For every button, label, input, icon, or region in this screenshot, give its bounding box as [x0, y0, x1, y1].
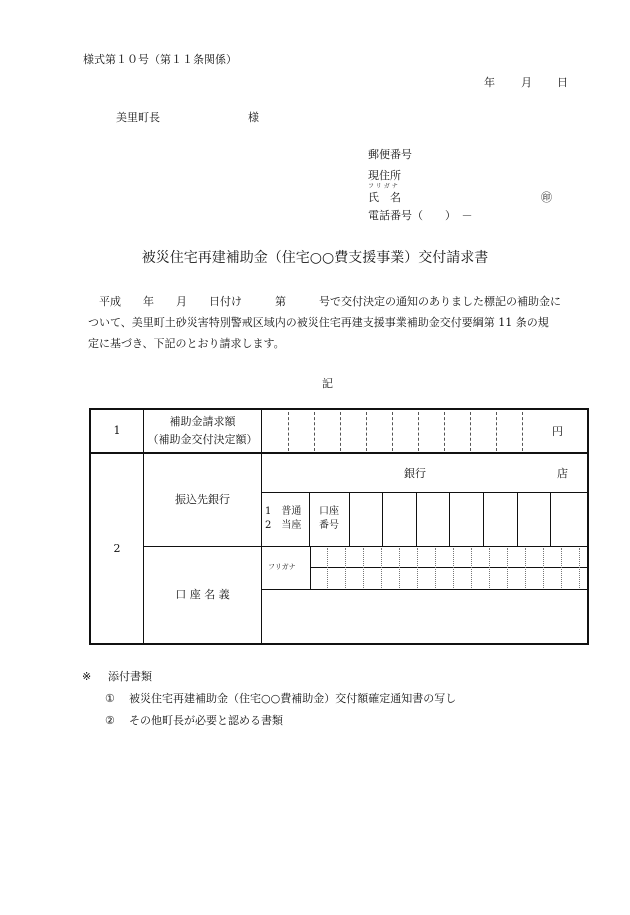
- row1-label: [144, 410, 261, 452]
- account-type-normal: 1 普通: [265, 506, 302, 517]
- addressee-name: 美里町長: [116, 111, 160, 124]
- attachments-heading: 添付書類: [108, 670, 152, 683]
- name-label: 氏 名: [368, 191, 401, 204]
- account-holder-furigana-label: フリガナ: [268, 563, 296, 571]
- body-line-3: 定に基づき、下記のとおり請求します。: [88, 337, 285, 350]
- address-label: 現住所: [368, 169, 401, 182]
- attachment-1-num: ①: [105, 692, 115, 705]
- date-day-label: 日: [557, 76, 568, 89]
- ki-label: 記: [322, 377, 333, 390]
- account-number-label-1: 口座: [319, 506, 339, 517]
- branch-suffix: 店: [557, 467, 568, 480]
- row1-label-line2: （補助金交付決定額）: [147, 433, 258, 446]
- document-title: 被災住宅再建補助金（住宅○○費支援事業）交付請求書: [141, 250, 489, 266]
- applicant-furigana-label: フリガナ: [368, 183, 400, 190]
- seal-mark: ㊞: [541, 191, 552, 204]
- row2-number: 2: [113, 541, 121, 555]
- row1-unit: 円: [552, 425, 563, 438]
- account-holder-label: 口 座 名 義: [175, 588, 230, 601]
- row1-label-line1: 補助金請求額: [169, 415, 236, 428]
- bank-label: 振込先銀行: [175, 493, 230, 506]
- row1-number: 1: [113, 424, 121, 437]
- account-type-current: 2 当座: [265, 520, 302, 531]
- bank-suffix: 銀行: [404, 467, 426, 480]
- attachments-mark: ※: [82, 670, 92, 683]
- date-month-label: 月: [521, 76, 532, 89]
- postal-code-label: 郵便番号: [368, 148, 412, 161]
- attachment-2-text: その他町長が必要と認める書類: [129, 714, 283, 727]
- attachment-2-num: ②: [105, 714, 115, 727]
- form-number: 様式第１０号（第１１条関係）: [83, 53, 237, 66]
- phone-label: 電話番号（ ） －: [368, 209, 473, 222]
- account-number-label-2: 番号: [319, 520, 339, 531]
- addressee-honorific: 様: [248, 111, 259, 124]
- body-line-2: ついて、美里町土砂災害特別警戒区域内の被災住宅再建支援事業補助金交付要綱第 11 条の規: [88, 316, 549, 329]
- attachment-1-text: 被災住宅再建補助金（住宅○○費補助金）交付額確定通知書の写し: [129, 692, 457, 705]
- body-line-1: 平成 年 月 日付け 第 号で交付決定の通知のありました標記の補助金に: [99, 295, 561, 308]
- date-year-label: 年: [484, 76, 495, 89]
